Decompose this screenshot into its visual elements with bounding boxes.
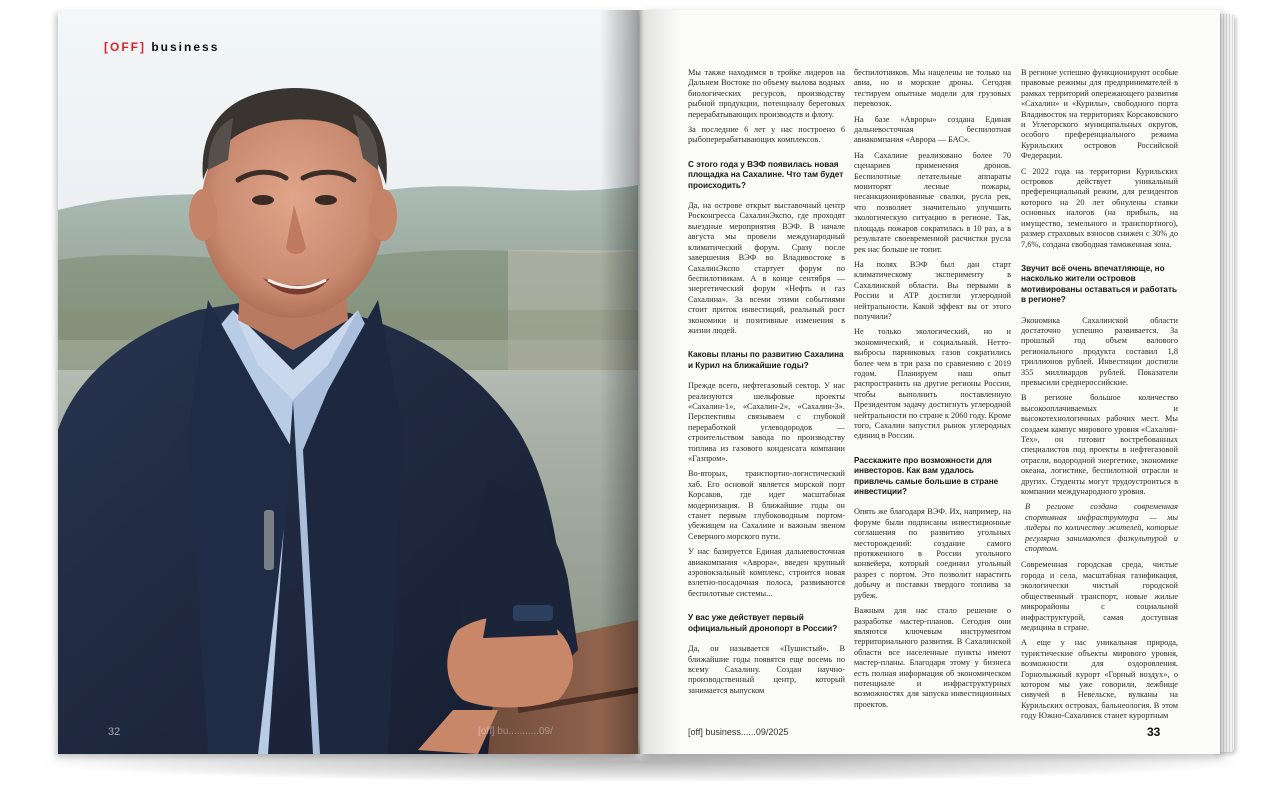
magazine-brand [104,40,219,54]
issue-footer: [off] business......09/2025 [688,727,789,737]
left-page-number: 32 [108,726,121,738]
interview-question: С этого года у ВЭФ появилась новая площадка на Сахалине. Что там будет происходить? [688,159,844,190]
left-issue-footer: [off] bu...........09/ [478,726,553,737]
portrait-photo [58,10,638,754]
article-paragraph: Да, он называется «Пушистый». В ближайшие годы появятся еще восемь по всему Сахалину. Создан научно-производственный центр, который занимается выпуском [688,644,845,695]
interview-question: Расскажите про возможности для инвесторов. Как вам удалось привлечь самые большие в стране инвестиции? [854,455,999,497]
brand-tag: [OFF] [104,40,146,54]
right-page-number: 33 [1147,725,1161,739]
article-paragraph: На базе «Авроры» создана Единая дальневосточная беспилотная авиакомпания «Аврора — БАС». [854,114,1011,145]
article-paragraph: На Сахалине реализовано более 70 сценариев применения дронов. Беспилотные летательные аппараты мониторят лесные пожары, несанкционированные свалки, русла рек, что позволяет значительно улучшить экологическую ситуацию в регионе. Так, площадь пожаров сократилась в 10 раз, а в результате своевременной расчистки русла рек нас больше не топит. [854,150,1011,254]
article-column-3 [1021,68,1178,727]
left-page [58,10,638,754]
article-paragraph: Прежде всего, нефтегазовый сектор. У нас реализуются шельфовые проекты «Сахалин-1», «Сахалин-2», «Сахалин-3». Перспективы связываем с глубокой переработкой углеводородов — строительством завода по производству топлива из газового конденсата компании «Газпром». [688,381,845,463]
article-paragraph: Важным для нас стало решение о разработке мастер-планов. Сегодня они являются ключевым инструментом территориального развития. В Сахалинской области все населенные пункты имеют мастер-планы. Благодаря этому у бизнеса есть полная информация об экономическом потенциале и инфраструктурных возможностях для запуска инвестиционных проектов. [854,606,1011,709]
article-paragraph: Мы также находимся в тройке лидеров на Дальнем Востоке по объему вылова водных биологических ресурсов, производству рыбной продукции, потенциалу береговых перерабатывающих производств и флоту. [688,68,845,119]
article-paragraph: За последние 6 лет у нас построено 6 рыбоперерабатывающих комплексов. [688,125,845,145]
article-paragraph: С 2022 года на территории Курильских островов действует уникальный преференциальный режим, для резидентов которого на 20 лет обнулены ставки основных налогов (на прибыль, на имущество, земельного и транспортного), размер страховых взносов снижен с 30% до 7,6%, создана свободная таможенная зона. [1021,166,1178,249]
article-paragraph: А еще у нас уникальная природа, туристические объекты мирового уровня, возможности для оздоровления. Горнолыжный курорт «Горный воздух», о котором мы уже говорили, лежбище сивучей в Невельске, вулканы на Курильских островах, бальнеология. В этом году Южно-Сахалинск станет курортным [1021,638,1178,721]
right-page [640,10,1220,754]
article-paragraph: В регионе большое количество высокооплачиваемых и высокотехнологичных рабочих мест. Мы создаем кампус мирового уровня «Сахалин-Тех», он готовит востребованных специалистов под проекты в нефтегазовой отрасли, водородной энергетике, экономике океана, логистике, беспилотной отрасли и других. Студенты могут трудоустроиться в компании международного уровня. [1021,393,1178,497]
article-paragraph: Современная городская среда, чистые города и села, масштабная газификация, экологически чистый городской общественный транспорт, новые жилые микрорайоны с социальной инфраструктурой, самая доступная медицина в стране. [1021,560,1178,632]
article-paragraph: В регионе успешно функционируют особые правовые режимы для предпринимателей в рамках территорий опережающего развития «Сахалин» и «Курилы», свободного порта Владивосток на территориях Корсаковского и Углегорского муниципальных округов, особого преференциального режима Курильских островов Российской Федерации. [1021,68,1178,161]
interview-question: Каковы планы по развитию Сахалина и Курил на ближайшие годы? [688,350,844,370]
article-paragraph: Да, на острове открыт выставочный центр Росконгресса СахалинЭкспо, где проходят выездные мероприятия ВЭФ. В начале августа мы провели международный климатический форум. Сразу после завершения ВЭФ во Владивостоке в СахалинЭкспо стартует форум по беспилотникам. А в конце сентября — энергетический форум «Нефть и газ Сахалина». За всеми этими событиями стоит приток инвестиций, реальный рост экономики и позитивные изменения в жизни людей. [688,201,845,335]
article-paragraph: Не только экологический, но и экономический, и социальный. Нетто-выбросы парниковых газов сократились более чем в три раза по сравнению с 2019 годом. Планируем наш опыт распространить на другие регионы России, чтобы выполнить поставленную Президентом задачу достигнуть углеродной нейтральности по стране к 2060 году. Кроме того, Сахалин запустил рынок углеродных единиц в России. [854,327,1012,441]
article-paragraph: Опять же благодаря ВЭФ. Их, например, на форуме были подписаны инвестиционные соглашения по развитию угольных месторождений: создание самого протяженного в России угольного конвейера, который соединил угольный разрез с портом. Это позволит нарастить добычу и поставки твердого топлива за рубеж. [854,507,1011,600]
interview-question: Звучит всё очень впечатляюще, но насколько жители островов мотивированы оставаться и работать в регионе? [1021,263,1178,305]
article-column-2 [854,68,1011,715]
pull-quote: В регионе создана современная спортивная инфраструктура — мы лидеры по количеству жителей, которые регулярно занимаются физкультурой и спортом. [1025,502,1178,554]
article-paragraph: беспилотников. Мы нацелены не только на авиа, но и морские дроны. Сегодня тестируем опытные модели для грузовых перевозок. [854,68,1011,109]
article-paragraph: На полях ВЭФ был дан старт климатическому эксперименту в Сахалинской области. Вы первыми в России и АТР достигли углеродной нейтральности. Какой эффект вы от этого получили? [854,259,1011,321]
article-paragraph: Экономика Сахалинской области достаточно успешно развивается. За прошлый год объем валового регионального продукта составил 1,8 триллионов рублей. Инвестиции достигли 355 миллиардов рублей. Показатели превысили среднероссийские. [1021,315,1178,387]
interview-question: У вас уже действует первый официальный дронопорт в России? [688,613,838,633]
article-column-1 [688,68,845,701]
article-paragraph: Во-вторых, транспортно-логистический хаб. Его основой является морской порт Корсаков, где идет масштабная модернизация. В ближайшие годы он станет первым глубоководным портом-убежищем на Сахалине и важным звеном Северного морского пути. [688,469,845,541]
brand-word: business [151,40,220,54]
article-paragraph: У нас базируется Единая дальневосточная авиакомпания «Аврора», введен крупный аэровокзальный комплекс, строится новая взлетно-посадочная полоса, развиваются беспилотные системы... [688,547,845,598]
